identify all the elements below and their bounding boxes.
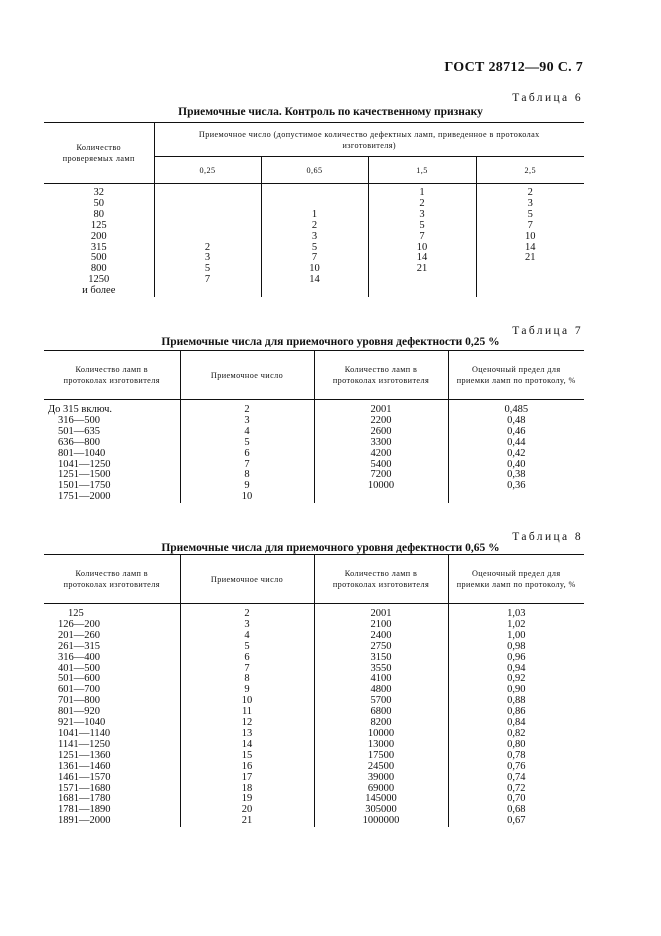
table-cell: 1361—1460: [58, 760, 111, 772]
table-row: [44, 751, 584, 762]
table-cell: 3: [368, 210, 476, 221]
table-cell: 13: [180, 729, 314, 740]
table-row: [44, 604, 584, 620]
table-row: [44, 184, 584, 199]
table-cell: 5: [368, 221, 476, 232]
table-cell: 1681—1780: [58, 793, 111, 805]
table-cell: 8200: [314, 718, 448, 729]
table-cell: [261, 286, 368, 297]
table-cell: [314, 492, 448, 503]
table-row: [44, 773, 584, 784]
table-cell: 7: [261, 253, 368, 264]
table-cell: 0,84: [448, 718, 584, 729]
table7: [44, 350, 584, 503]
table-cell: 3: [154, 253, 261, 264]
table-cell: 0,96: [448, 653, 584, 664]
table-cell: и более: [82, 285, 116, 297]
table-cell: 0,46: [448, 427, 584, 438]
table-row: [44, 794, 584, 805]
table-cell: 32: [93, 187, 104, 198]
table-row: [44, 642, 584, 653]
table-cell: 4200: [314, 449, 448, 460]
table-cell: 1,02: [448, 620, 584, 631]
table-cell: 2: [476, 184, 584, 199]
table-cell: 501—600: [58, 673, 100, 685]
table-cell: 0,76: [448, 762, 584, 773]
table8-header: Количество ламп в протоколах изготовителя: [314, 555, 448, 604]
table-cell: 1: [368, 184, 476, 199]
table-row: [44, 631, 584, 642]
table-cell: 1041—1140: [58, 727, 111, 739]
table-cell: 3: [261, 232, 368, 243]
table-cell: [448, 492, 584, 503]
table-cell: 261—315: [58, 640, 100, 652]
table-cell: 1141—1250: [58, 738, 111, 750]
table-cell: 4: [180, 631, 314, 642]
page-header: ГОСТ 28712—90 С. 7: [444, 60, 583, 75]
table-row: [44, 460, 584, 471]
table-cell: 1251—1360: [58, 749, 111, 761]
table-cell: 316—400: [58, 651, 100, 663]
table-cell: 800: [90, 263, 107, 275]
table-cell: 14: [261, 275, 368, 286]
table-cell: 7: [476, 221, 584, 232]
table-row: [44, 481, 584, 492]
table-cell: 69000: [314, 784, 448, 795]
table-cell: 1000000: [314, 816, 448, 827]
table-cell: 5: [261, 243, 368, 254]
table-cell: 7: [180, 664, 314, 675]
table-cell: 0,88: [448, 696, 584, 707]
table-cell: 3: [476, 199, 584, 210]
table-cell: 21: [180, 816, 314, 827]
table-cell: 201—260: [58, 629, 100, 641]
table-cell: 21: [476, 253, 584, 264]
table-cell: 0,82: [448, 729, 584, 740]
table-cell: 1041—1250: [58, 458, 111, 470]
table7-header: Оценочный предел для приемки ламп по протоколу, %: [448, 351, 584, 400]
table-cell: 3: [180, 620, 314, 631]
table-row: [44, 707, 584, 718]
table-cell: 6800: [314, 707, 448, 718]
table-cell: 2: [180, 604, 314, 620]
table-cell: 0,36: [448, 481, 584, 492]
table-cell: 3550: [314, 664, 448, 675]
table-row: [44, 232, 584, 243]
table-row: [44, 784, 584, 795]
table6-level-header: 1,5: [368, 157, 476, 184]
table-cell: 1251—1500: [58, 469, 111, 481]
table-cell: 145000: [314, 794, 448, 805]
table8-header: Оценочный предел для приемки ламп по протоколу, %: [448, 555, 584, 604]
table-cell: 11: [180, 707, 314, 718]
table-cell: 8: [180, 470, 314, 481]
table-cell: 0,40: [448, 460, 584, 471]
table-row: [44, 685, 584, 696]
table-cell: 636—800: [58, 436, 100, 448]
table-cell: 0,94: [448, 664, 584, 675]
table-row: [44, 449, 584, 460]
table6-level-header: 0,25: [154, 157, 261, 184]
table-cell: 6: [180, 449, 314, 460]
table-cell: 39000: [314, 773, 448, 784]
table-cell: 2: [261, 221, 368, 232]
table8: [44, 554, 584, 827]
table-cell: 126—200: [58, 618, 100, 630]
table-row: [44, 718, 584, 729]
table8-title: Приемочные числа для приемочного уровня дефектности 0,65 %: [161, 542, 500, 554]
table-cell: 3150: [314, 653, 448, 664]
table-cell: 80: [93, 208, 104, 220]
table-row: [44, 275, 584, 286]
table-row: [44, 438, 584, 449]
table-cell: 4800: [314, 685, 448, 696]
table-cell: [154, 286, 261, 297]
table-cell: 8: [180, 674, 314, 685]
table8-label: Таблица 8: [512, 531, 583, 543]
table-row: [44, 653, 584, 664]
table-cell: 2750: [314, 642, 448, 653]
table-cell: 0,485: [448, 400, 584, 416]
table-row: [44, 286, 584, 297]
table7-header: Количество ламп в протоколах изготовителя: [314, 351, 448, 400]
table-row: [44, 492, 584, 503]
table-cell: 501—635: [58, 425, 100, 437]
table-row: [44, 620, 584, 631]
table-cell: 7: [154, 275, 261, 286]
table-cell: 0,67: [448, 816, 584, 827]
table-cell: 7: [180, 460, 314, 471]
table-row: [44, 221, 584, 232]
table-cell: 0,72: [448, 784, 584, 795]
table-cell: 10: [180, 696, 314, 707]
table-cell: 1891—2000: [58, 815, 111, 827]
table-row: [44, 427, 584, 438]
table-row: [44, 740, 584, 751]
table-cell: 316—500: [58, 414, 100, 426]
table-cell: 7200: [314, 470, 448, 481]
table-cell: 2600: [314, 427, 448, 438]
table-cell: 1501—1750: [58, 480, 111, 492]
table-cell: 2: [154, 243, 261, 254]
table7-title: Приемочные числа для приемочного уровня дефектности 0,25 %: [161, 336, 500, 348]
table-row: [44, 400, 584, 416]
table-row: [44, 696, 584, 707]
table-cell: 1751—2000: [58, 491, 111, 503]
table-cell: 315: [90, 241, 107, 253]
table-row: [44, 816, 584, 827]
table-row: [44, 416, 584, 427]
table-cell: 1,00: [448, 631, 584, 642]
table-cell: 10: [476, 232, 584, 243]
table-cell: 1250: [88, 274, 110, 286]
table-row: [44, 664, 584, 675]
table-cell: 4100: [314, 674, 448, 685]
table-cell: 2001: [314, 604, 448, 620]
table7-header: Приемочное число: [180, 351, 314, 400]
table-cell: 13000: [314, 740, 448, 751]
table-row: [44, 762, 584, 773]
table-cell: 125: [90, 219, 107, 231]
table-cell: 2: [180, 400, 314, 416]
table-cell: 4: [180, 427, 314, 438]
table-cell: 1: [261, 210, 368, 221]
table-cell: 801—1040: [58, 447, 106, 459]
table-cell: 0,90: [448, 685, 584, 696]
table-cell: 601—700: [58, 684, 100, 696]
table-cell: 0,44: [448, 438, 584, 449]
table6-title: Приемочные числа. Контроль по качественному признаку: [178, 106, 483, 118]
table-row: [44, 805, 584, 816]
table-cell: [476, 286, 584, 297]
table7-label: Таблица 7: [512, 325, 583, 337]
table-cell: 0,92: [448, 674, 584, 685]
table-cell: 1571—1680: [58, 782, 111, 794]
table-cell: 200: [90, 230, 107, 242]
table-cell: 6: [180, 653, 314, 664]
table-cell: 305000: [314, 805, 448, 816]
table-cell: 1781—1890: [58, 804, 111, 816]
table-cell: 0,48: [448, 416, 584, 427]
table-cell: 19: [180, 794, 314, 805]
table-cell: 0,70: [448, 794, 584, 805]
table-cell: 801—920: [58, 706, 100, 718]
table-cell: 9: [180, 481, 314, 492]
table7-header: Количество ламп в протоколах изготовителя: [44, 351, 180, 400]
table-cell: 0,78: [448, 751, 584, 762]
table-row: [44, 470, 584, 481]
table-cell: 5: [154, 264, 261, 275]
table-cell: 16: [180, 762, 314, 773]
table-cell: 24500: [314, 762, 448, 773]
table-cell: 14: [476, 243, 584, 254]
table-cell: [368, 286, 476, 297]
table-cell: 2400: [314, 631, 448, 642]
table-cell: 1,03: [448, 604, 584, 620]
table-cell: [154, 184, 261, 199]
table-cell: 921—1040: [58, 717, 106, 729]
table8-header: Количество ламп в протоколах изготовителя: [44, 555, 180, 604]
table-cell: 14: [368, 253, 476, 264]
table-cell: [476, 275, 584, 286]
table-cell: 0,98: [448, 642, 584, 653]
table-cell: 21: [368, 264, 476, 275]
table-cell: 17: [180, 773, 314, 784]
table-row: [44, 729, 584, 740]
table-cell: 18: [180, 784, 314, 795]
table-cell: 2: [368, 199, 476, 210]
table-cell: 7: [368, 232, 476, 243]
table-cell: [154, 199, 261, 210]
table-cell: 5: [180, 438, 314, 449]
table-cell: 500: [90, 252, 107, 264]
table-cell: 3300: [314, 438, 448, 449]
table-row: [44, 674, 584, 685]
table-cell: [154, 232, 261, 243]
table-cell: 5700: [314, 696, 448, 707]
table-cell: 2100: [314, 620, 448, 631]
table-cell: 5: [180, 642, 314, 653]
table-cell: [154, 221, 261, 232]
table6-level-header: 2,5: [476, 157, 584, 184]
table-cell: 10: [180, 492, 314, 503]
table6-level-header: 0,65: [261, 157, 368, 184]
table-cell: 50: [93, 197, 104, 209]
table-cell: 0,68: [448, 805, 584, 816]
table-cell: [261, 184, 368, 199]
table-cell: [368, 275, 476, 286]
table-cell: 15: [180, 751, 314, 762]
table-cell: 0,38: [448, 470, 584, 481]
table6: [44, 122, 584, 297]
table-cell: 0,86: [448, 707, 584, 718]
table-cell: 20: [180, 805, 314, 816]
table-cell: 1461—1570: [58, 771, 111, 783]
table6-group-header: Приемочное число (допустимое количество дефектных ламп, приведенное в протоколах изготовителя): [154, 123, 584, 157]
table-cell: 125: [68, 608, 84, 619]
table-cell: 10000: [314, 729, 448, 740]
table-cell: 0,42: [448, 449, 584, 460]
table-cell: [476, 264, 584, 275]
table-cell: 10: [368, 243, 476, 254]
table-cell: [154, 210, 261, 221]
table-cell: 0,74: [448, 773, 584, 784]
table-cell: 2001: [314, 400, 448, 416]
table6-col1-header: Количество проверяемых ламп: [44, 123, 154, 184]
table-cell: 17500: [314, 751, 448, 762]
table-cell: 5400: [314, 460, 448, 471]
table-cell: 10: [261, 264, 368, 275]
table-cell: 12: [180, 718, 314, 729]
table-cell: 9: [180, 685, 314, 696]
table-cell: 701—800: [58, 695, 100, 707]
table-cell: 14: [180, 740, 314, 751]
table-cell: 0,80: [448, 740, 584, 751]
table6-label: Таблица 6: [512, 92, 583, 104]
table-cell: 10000: [314, 481, 448, 492]
table-cell: 2200: [314, 416, 448, 427]
table-cell: 5: [476, 210, 584, 221]
table8-header: Приемочное число: [180, 555, 314, 604]
table-cell: До 315 включ.: [48, 404, 113, 415]
table-cell: 401—500: [58, 662, 100, 674]
table-cell: 3: [180, 416, 314, 427]
